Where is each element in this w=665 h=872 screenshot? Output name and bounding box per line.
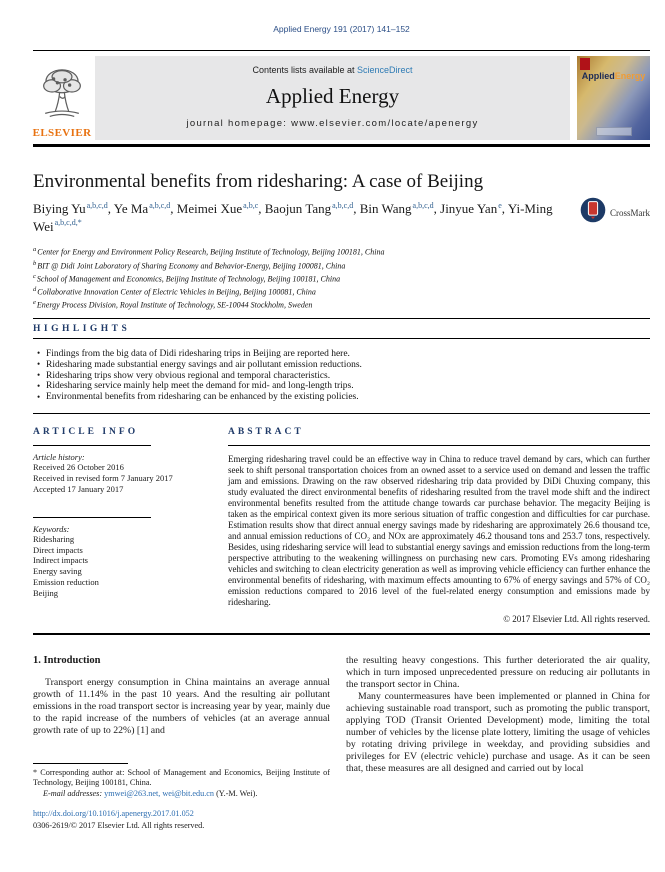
abstract-text: Emerging ridesharing travel could be an effective way in China to reduce travel demand by cars, which can further seek to shift personal transportation choices from an owned asset to a service used on demand and lessen the traffic jam and emissions. Drawing on the raw observed ridesharing trip data provided by DiDi Chuxing company, this study evaluated the direct environmental benefits of ridesharing resulted from the travel mode shift and the indirect environmental benefits resulted from the attitude change towards car purchase behavior. The megacity Beijing is taken as the empirical context given its more serious situation of traffic congestion and difficulties for car purchase. Estimation results show that direct annual energy savings made by ridesharing are approximately 26.6 thousand tce, and annual emission reductions of CO₂ and NOx are approximately 46.2 thousand tons and 253.7 tons, respectively. Besides, using ridesharing service will lead to substantial energy savings and emission reductions from the long-term perspective attributing to the weakening willingness on purchasing new cars. Promoting EVs among ridesharing vehicles and switching to clean electricity generation as well as improving vehicle efficiency can further enhance the environmental benefits of ridesharing, with maximum effects amounting to 67% of energy savings and 57% of CO₂ emission reductions compared to 2016 level of the fuel-related energy consumption and emissions made by ridesharing. <box>228 454 650 607</box>
divider <box>228 445 650 446</box>
issn-copyright-line: 0306-2619/© 2017 Elsevier Ltd. All rights reserved. <box>33 820 205 830</box>
author-list <box>33 201 650 235</box>
article-title: Environmental benefits from ridesharing: A case of Beijing <box>33 171 484 192</box>
article-history-line: Received in revised form 7 January 2017 <box>33 472 173 483</box>
author-name: Ye Ma <box>113 201 149 217</box>
footnote-block <box>33 763 330 831</box>
author-name: Jinyue Yan <box>440 201 498 217</box>
keyword: Emission reduction <box>33 577 99 588</box>
author-name: Meimei Xue <box>176 201 243 217</box>
body-right-column <box>346 655 650 831</box>
abstract-copyright: © 2017 Elsevier Ltd. All rights reserved. <box>503 613 650 624</box>
corresponding-author-text: Corresponding author at: School of Management and Economics, Beijing Institute of Technology, Beijing 100181, China. <box>33 767 330 788</box>
author-name: Baojun Tang <box>264 201 332 217</box>
footnote-divider <box>33 763 128 764</box>
author-affiliation-marks[interactable]: e <box>498 201 502 210</box>
article-info-column <box>33 427 205 624</box>
author-separator: , <box>107 201 114 217</box>
email-links[interactable]: ymwei@263.net, wei@bit.edu.cn <box>104 788 215 798</box>
author[interactable] <box>440 201 505 216</box>
article-history-line: Received 26 October 2016 <box>33 462 124 473</box>
highlight-item: • Environmental benefits from ridesharing can be enhanced by the existing policies. <box>37 392 650 403</box>
highlight-item: • Findings from the big data of Didi ridesharing trips in Beijing are reported here. <box>37 349 650 360</box>
doi-link[interactable]: http://dx.doi.org/10.1016/j.apenergy.2017.01.052 <box>33 809 194 819</box>
author-affiliation-marks[interactable]: a,b,c,d <box>332 201 354 210</box>
author-separator: , <box>353 201 360 217</box>
corresponding-author-note <box>33 768 330 789</box>
author-affiliation-marks[interactable]: a,b,c,d,* <box>54 218 82 228</box>
affiliation-mark: b <box>33 259 37 267</box>
author-separator: , <box>433 201 441 217</box>
cover-title-applied: Applied <box>581 71 615 81</box>
journal-name: Applied Energy <box>265 84 400 108</box>
body-paragraph: the resulting heavy congestions. This further deteriorated the air quality, which in turn imposed unprecedented pressure on reducing air pollutants in the transport sector in China. <box>346 654 650 690</box>
keyword: Energy saving <box>33 566 82 577</box>
affiliation-text: Energy Process Division, Royal Institute of Technology, SE-10044 Stockholm, Sweden <box>36 300 313 310</box>
keywords-list <box>33 534 205 599</box>
author-separator: , <box>170 201 177 217</box>
keyword: Indirect impacts <box>33 555 88 566</box>
affiliation-mark: e <box>33 298 36 306</box>
keyword: Direct impacts <box>33 544 83 555</box>
journal-header <box>33 56 650 140</box>
article-history-list <box>33 462 205 495</box>
cover-red-box <box>580 58 590 70</box>
article-head <box>33 171 650 311</box>
keyword: Beijing <box>33 588 59 599</box>
contents-line <box>252 65 412 75</box>
body-paragraph: Many countermeasures have been implemented or planned in China for achieving sustainable road transport, such as promoting the public transport, applying TOD (Transit Oriented Development) mode, limiting the total number of vehicles by the license plate lottery, limiting the usage of vehicles by rotating driving privilege in weekday, and providing subsidies and privileges for EV (electric vehicle) purchase and usage. As it can be seen that, these measures are all designed and carried out by local <box>346 690 650 775</box>
affiliation-line <box>33 245 650 258</box>
cover-title <box>577 71 650 81</box>
email-label: E-mail addresses: <box>43 788 103 798</box>
author[interactable] <box>33 201 114 216</box>
cover-bottom-graphic <box>596 127 632 136</box>
author[interactable] <box>360 201 440 216</box>
introduction-heading: 1. Introduction <box>33 654 101 666</box>
abstract-column <box>228 427 650 624</box>
elsevier-logo-text: ELSEVIER <box>32 127 92 139</box>
author-affiliation-marks[interactable]: a,b,c,d <box>412 201 434 210</box>
keywords-label: Keywords: <box>33 523 70 534</box>
affiliation-text: Center for Energy and Environment Policy Research, Beijing Institute of Technology, Beijing 100181, China <box>37 248 385 258</box>
divider <box>33 517 151 518</box>
divider <box>33 50 650 51</box>
abstract-heading: ABSTRACT <box>228 427 304 438</box>
elsevier-tree-icon <box>39 66 85 126</box>
info-abstract-section <box>33 414 650 624</box>
author-name: Yi-Ming Wei <box>33 201 553 234</box>
email-line <box>33 789 330 800</box>
highlight-item: • Ridesharing made substantial energy savings and air pollutant emission reductions. <box>37 360 650 371</box>
affiliation-text: BIT @ Didi Joint Laboratory of Sharing Economy and Behavior-Energy, Beijing 100081, China <box>37 261 346 271</box>
highlights-list <box>33 339 650 413</box>
cover-title-energy: Energy <box>614 71 646 81</box>
divider <box>33 144 650 147</box>
highlight-item: • Ridesharing trips show very obvious regional and temporal characteristics. <box>37 371 650 382</box>
doi-block <box>33 808 330 830</box>
author-name: Biying Yu <box>33 201 86 217</box>
affiliation-mark: c <box>33 272 36 280</box>
sciencedirect-link[interactable]: ScienceDirect <box>357 65 413 75</box>
affiliation-text: Collaborative Innovation Center of Electric Vehicles in Beijing, Beijing 100081, China <box>37 287 316 297</box>
author-separator: , <box>501 201 506 217</box>
article-history-label: Article history: <box>33 452 85 463</box>
article-history-line: Accepted 17 January 2017 <box>33 483 124 494</box>
divider <box>33 318 650 319</box>
body-left-column <box>33 655 330 831</box>
keyword: Ridesharing <box>33 533 75 544</box>
highlight-item: • Ridesharing service mainly help meet the demand for mid- and long-length trips. <box>37 381 650 392</box>
highlights-heading: HIGHLIGHTS <box>33 323 131 334</box>
contents-line-text: Contents lists available at <box>252 65 358 75</box>
author[interactable] <box>177 201 265 216</box>
journal-citation: Applied Energy 191 (2017) 141–152 <box>273 24 410 34</box>
affiliation-line <box>33 298 650 311</box>
article-info-heading: ARTICLE INFO <box>33 427 139 438</box>
crossmark-icon <box>580 197 606 228</box>
author[interactable] <box>114 201 177 216</box>
affiliation-line <box>33 285 650 298</box>
author-affiliation-marks[interactable]: a,b,c,d <box>86 201 108 210</box>
footnote-marker: * <box>33 767 38 777</box>
email-suffix: (Y.-M. Wei). <box>214 788 258 798</box>
author-separator: , <box>258 201 265 217</box>
body-text-section <box>33 635 650 831</box>
affiliation-line <box>33 259 650 272</box>
crossmark-label: CrossMark <box>610 207 650 218</box>
journal-homepage-link[interactable]: journal homepage: www.elsevier.com/locate/apenergy <box>186 118 479 129</box>
journal-cover-thumbnail[interactable] <box>577 56 650 140</box>
author[interactable] <box>265 201 360 216</box>
elsevier-logo[interactable] <box>33 56 91 140</box>
author-affiliation-marks[interactable]: a,b,c,d <box>149 201 171 210</box>
crossmark-badge[interactable] <box>580 197 650 228</box>
affiliation-list <box>33 245 650 310</box>
author-affiliation-marks[interactable]: a,b,c <box>243 201 259 210</box>
author-name: Bin Wang <box>359 201 412 217</box>
affiliation-text: School of Management and Economics, Beijing Institute of Technology, Beijing 100181, China <box>36 274 341 284</box>
affiliation-mark: a <box>33 246 37 254</box>
journal-masthead <box>95 56 570 140</box>
divider <box>33 445 151 446</box>
affiliation-mark: d <box>33 285 37 293</box>
introduction-paragraph: Transport energy consumption in China maintains an average annual growth of 11.14% in the past 10 years. And the resulting air pollutant emissions in the road transport sector is increasing year by year, mainly due to the rapid increase of the numbers of vehicles (at an average annual growth rate of up to 22%) [1] and <box>33 676 330 736</box>
affiliation-line <box>33 272 650 285</box>
